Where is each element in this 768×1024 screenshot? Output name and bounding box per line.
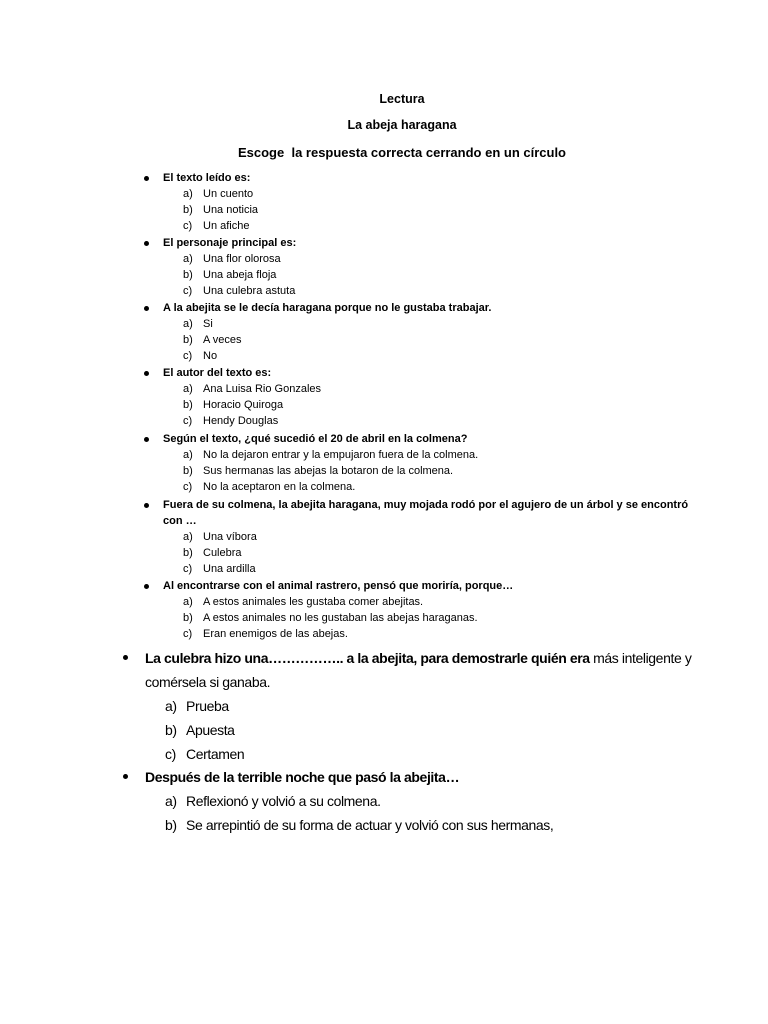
option-text: Prueba: [186, 698, 229, 714]
options-list: [141, 186, 703, 235]
option-letter: a): [183, 383, 193, 395]
options-list: [141, 529, 703, 578]
question-text: La culebra hizo una…………….. a la abejita, para demostrarle quién era más inteligente y comérsela si ganaba.: [120, 646, 745, 694]
option-text: Hendy Douglas: [203, 415, 279, 428]
option-letter: c): [183, 415, 193, 428]
option-a[interactable]: [183, 251, 703, 267]
options-list: [141, 316, 703, 365]
option-a[interactable]: [165, 789, 745, 813]
bullet-icon: [144, 306, 149, 311]
option-text: Ana Luisa Rio Gonzales: [203, 383, 322, 395]
option-a[interactable]: [183, 186, 703, 202]
option-text: Una abeja floja: [203, 269, 277, 282]
option-text: Si: [203, 318, 213, 330]
option-text: A veces: [203, 334, 242, 347]
question-text: El personaje principal es:: [141, 235, 703, 251]
option-b[interactable]: [183, 463, 703, 479]
option-text: A estos animales no les gustaban las abejas haraganas.: [203, 612, 478, 625]
option-text: Sus hermanas las abejas la botaron de la colmena.: [203, 465, 454, 478]
option-a[interactable]: [165, 694, 745, 718]
option-c[interactable]: [183, 626, 703, 642]
option-b[interactable]: [183, 267, 703, 283]
bullet-icon: [123, 655, 128, 660]
instructions: Escoge la respuesta correcta cerrando en un círculo: [237, 145, 566, 160]
options-list: [141, 594, 703, 643]
option-c[interactable]: [183, 218, 703, 234]
question-2: [141, 235, 703, 300]
option-c[interactable]: [183, 283, 703, 299]
question-6: [141, 497, 703, 578]
option-text: No la dejaron entrar y la empujaron fuera de la colmena.: [203, 449, 479, 461]
question-1: [141, 170, 703, 235]
option-text: Horacio Quiroga: [203, 399, 284, 412]
option-letter: b): [183, 547, 193, 560]
option-letter: b): [183, 334, 193, 347]
option-letter: b): [165, 817, 177, 833]
options-list: [141, 381, 703, 430]
option-letter: b): [183, 399, 193, 412]
option-letter: b): [183, 465, 193, 478]
question-text: Según el texto, ¿qué sucedió el 20 de abril en la colmena?: [141, 431, 703, 447]
question-4: [141, 365, 703, 430]
option-letter: c): [183, 481, 193, 494]
option-a[interactable]: [183, 316, 703, 332]
option-letter: c): [183, 628, 193, 641]
option-c[interactable]: [183, 561, 703, 577]
option-letter: b): [165, 722, 177, 738]
option-letter: a): [183, 253, 193, 265]
option-letter: c): [165, 746, 176, 762]
option-text: Una víbora: [203, 531, 257, 543]
option-letter: c): [183, 563, 193, 576]
options-list: [120, 789, 745, 837]
option-text: Certamen: [186, 746, 245, 762]
options-list: [120, 694, 745, 766]
option-letter: c): [183, 285, 193, 298]
bullet-icon: [144, 584, 149, 589]
option-text: Una flor olorosa: [203, 253, 281, 265]
option-letter: a): [183, 188, 193, 200]
option-a[interactable]: [183, 529, 703, 545]
option-letter: a): [165, 793, 177, 809]
option-letter: a): [183, 449, 193, 461]
option-c[interactable]: [183, 413, 703, 429]
question-text: Al encontrarse con el animal rastrero, pensó que moriría, porque…: [141, 578, 703, 594]
option-text: Reflexionó y volvió a su colmena.: [186, 793, 381, 809]
options-list: [141, 447, 703, 496]
option-c[interactable]: [165, 742, 745, 766]
option-a[interactable]: [183, 594, 703, 610]
option-text: Eran enemigos de las abejas.: [203, 628, 348, 641]
options-list: [141, 251, 703, 300]
option-a[interactable]: [183, 447, 703, 463]
option-text: No: [203, 350, 218, 363]
question-text: El autor del texto es:: [141, 365, 703, 381]
question-text: Después de la terrible noche que pasó la abejita…: [120, 765, 745, 789]
option-b[interactable]: [183, 397, 703, 413]
question-3: [141, 300, 703, 365]
bullet-icon: [144, 437, 149, 442]
bullet-icon: [144, 371, 149, 376]
option-c[interactable]: [183, 479, 703, 495]
bullet-icon: [123, 774, 128, 779]
option-b[interactable]: [165, 718, 745, 742]
option-text: Culebra: [203, 547, 242, 560]
option-b[interactable]: [183, 545, 703, 561]
question-text: El texto leído es:: [141, 170, 703, 186]
page-title: Lectura: [379, 92, 425, 106]
bullet-icon: [144, 176, 149, 181]
question-9: [120, 765, 745, 837]
option-text: Se arrepintió de su forma de actuar y volvió con sus hermanas,: [186, 817, 554, 833]
reading-title: La abeja haragana: [347, 118, 457, 132]
question-7: [141, 578, 703, 643]
option-text: No la aceptaron en la colmena.: [203, 481, 356, 494]
question-5: [141, 431, 703, 496]
option-text: Una ardilla: [203, 563, 256, 576]
option-text: Apuesta: [186, 722, 235, 738]
option-a[interactable]: [183, 381, 703, 397]
option-letter: b): [183, 204, 193, 217]
option-text: Una culebra astuta: [203, 285, 296, 298]
option-b[interactable]: [165, 813, 745, 837]
option-text: Una noticia: [203, 204, 259, 217]
option-letter: b): [183, 269, 193, 282]
option-letter: b): [183, 612, 193, 625]
question-text: A la abejita se le decía haragana porque no le gustaba trabajar.: [141, 300, 703, 316]
option-text: Un cuento: [203, 188, 254, 200]
option-letter: c): [183, 220, 193, 233]
option-letter: a): [183, 531, 193, 543]
question-text: Fuera de su colmena, la abejita haragana, muy mojada rodó por el agujero de un árbol y se encontró con …: [141, 497, 703, 529]
option-b[interactable]: [183, 610, 703, 626]
question-8: [120, 646, 745, 766]
bullet-icon: [144, 241, 149, 246]
option-letter: c): [183, 350, 193, 363]
option-letter: a): [183, 318, 193, 330]
bullet-icon: [144, 503, 149, 508]
option-b[interactable]: [183, 332, 703, 348]
option-b[interactable]: [183, 202, 703, 218]
option-letter: a): [183, 596, 193, 608]
option-letter: a): [165, 698, 177, 714]
option-c[interactable]: [183, 348, 703, 364]
option-text: A estos animales les gustaba comer abejitas.: [203, 596, 424, 608]
option-text: Un afiche: [203, 220, 250, 233]
